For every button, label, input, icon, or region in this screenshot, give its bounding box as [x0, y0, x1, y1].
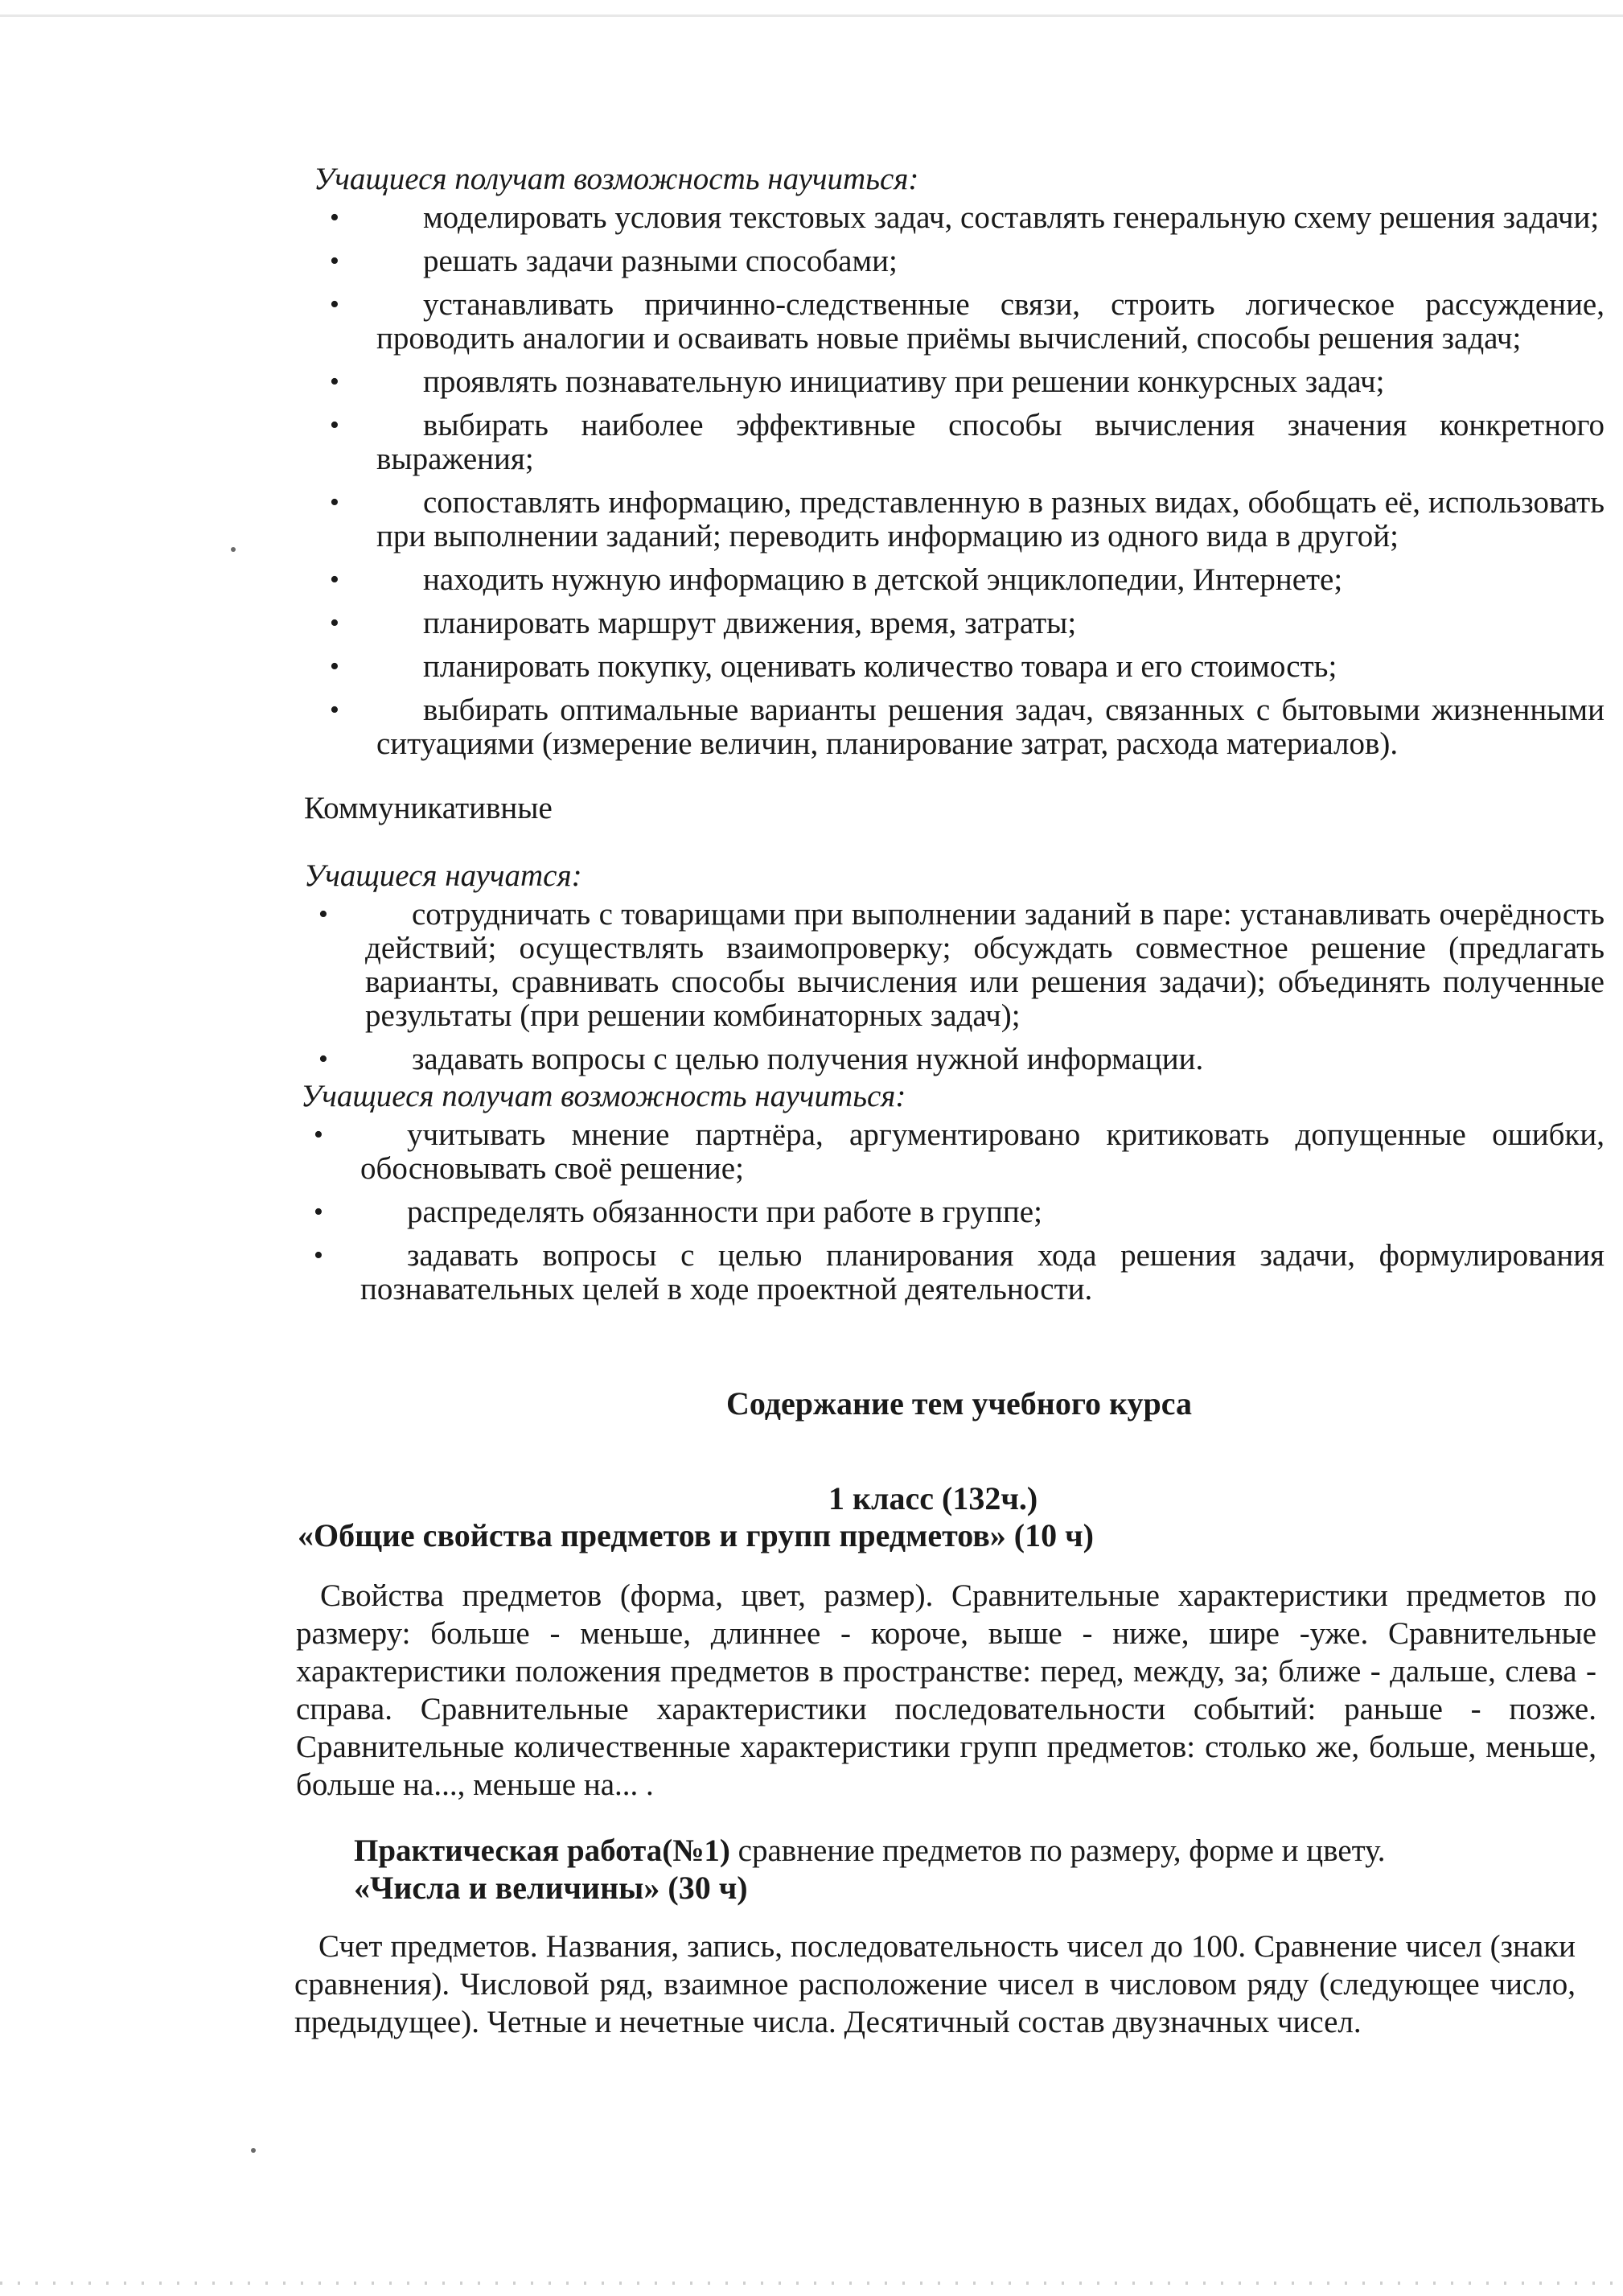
list-item: • сопоставлять информацию, представленную в разных видах, обобщать её, использовать при выполнении заданий; переводить информацию из одного вида в другой; [330, 485, 1605, 553]
list-item: • распределять обязанности при работе в группе; [314, 1195, 1042, 1229]
bullet-icon: • [314, 1120, 323, 1150]
bullet-icon: • [330, 695, 339, 725]
bullet-icon: • [318, 1044, 328, 1074]
learn-heading: Учащиеся научатся: [304, 858, 582, 893]
list-item: • задавать вопросы с целью планирования хода решения задачи, формулирования познавательных целей в ходе проектной деятельности. [314, 1238, 1605, 1306]
list-item: • учитывать мнение партнёра, аргументировано критиковать допущенные ошибки, обосновывать своё решение; [314, 1117, 1605, 1186]
opportunity-heading-2: Учащиеся получат возможность научиться: [301, 1079, 906, 1113]
bullet-icon: • [330, 565, 339, 595]
opportunity-list [314, 201, 1605, 761]
list-item: • решать задачи разными способами; [330, 244, 898, 278]
scan-edge-top [0, 14, 1623, 17]
list-item: • выбирать наиболее эффективные способы вычисления значения конкретного выражения; [330, 408, 1605, 476]
list-item: • планировать маршрут движения, время, затраты; [330, 606, 1077, 640]
practical-work [298, 1833, 1605, 1870]
bullet-icon: • [330, 290, 339, 319]
communicative-title: Коммуникативные [304, 791, 553, 825]
bullet-icon: • [330, 608, 339, 638]
bullet-icon: • [330, 367, 339, 397]
list-item: • устанавливать причинно-следственные связи, строить логическое рассуждение, проводить аналогии и осваивать новые приёмы вычислений, способы решения задач; [330, 287, 1605, 356]
bullet-icon: • [330, 410, 339, 440]
bullet-icon: • [330, 246, 339, 276]
topic2-text: Счет предметов. Названия, запись, последовательность чисел до 100. Сравнение чисел (знаки сравнения). Числовой ряд, взаимное расположение чисел в числовом ряду (следующее число, предыдущее). Четные и нечетные числа. Десятичный состав двузначных чисел. [294, 1929, 1576, 2039]
list-item: • находить нужную информацию в детской энциклопедии, Интернете; [330, 562, 1343, 597]
bullet-icon: • [314, 1241, 323, 1270]
scan-speck [231, 547, 236, 552]
list-item: • проявлять познавательную инициативу при решении конкурсных задач; [330, 364, 1385, 399]
scan-speck [251, 2148, 256, 2153]
topic-general-properties: «Общие свойства предметов и групп предметов» (10 ч) [298, 1517, 1094, 1553]
topic-numbers-quantities: «Числа и величины» (30 ч) [354, 1870, 748, 1906]
list-item: • выбирать оптимальные варианты решения задач, связанных с бытовыми жизненными ситуациями (измерение величин, планирование затрат, расхода материалов). [330, 693, 1605, 761]
practical-work-label: Практическая работа(№1) [354, 1833, 730, 1868]
bullet-icon: • [314, 1197, 323, 1227]
page-content [294, 161, 1605, 2041]
list-item: • задавать вопросы с целью получения нужной информации. [318, 1042, 1204, 1076]
learn-list [302, 898, 1605, 1076]
bullet-icon: • [330, 203, 339, 232]
bullet-icon: • [330, 652, 339, 681]
course-title: Содержание тем учебного курса [726, 1385, 1192, 1422]
grade-heading: 1 класс (132ч.) [828, 1480, 1038, 1516]
scan-edge-bottom [0, 2282, 1623, 2285]
bullet-icon: • [330, 488, 339, 517]
practical-work-text: сравнение предметов по размеру, форме и цвету. [729, 1833, 1386, 1868]
list-item: • сотрудничать с товарищами при выполнении заданий в паре: устанавливать очерёдность действий; осуществлять взаимопроверку; обсуждать совместное решение (предлагать варианты, сравнивать способы вычисления или решения задачи); объединять полученные результаты (при решении комбинаторных задач); [318, 897, 1605, 1033]
list-item: • планировать покупку, оценивать количество товара и его стоимость; [330, 649, 1337, 684]
list-item: • моделировать условия текстовых задач, составлять генеральную схему решения задачи; [330, 200, 1600, 235]
bullet-icon: • [318, 899, 328, 929]
opportunity-heading: Учащиеся получат возможность научиться: [314, 162, 919, 196]
topic1-text: Свойства предметов (форма, цвет, размер). Сравнительные характеристики предметов по размеру: больше - меньше, длиннее - короче, выше - ниже, шире -уже. Сравнительные характеристики положения предметов в пространстве: перед, между, за; ближе - дальше, слева - справа. Сравнительные характеристики последовательности событий: раньше - позже. Сравнительные количественные характеристики групп предметов: столько же, больше, меньше, больше на..., меньше на... . [296, 1578, 1596, 1802]
opportunity-list-2 [298, 1118, 1605, 1306]
